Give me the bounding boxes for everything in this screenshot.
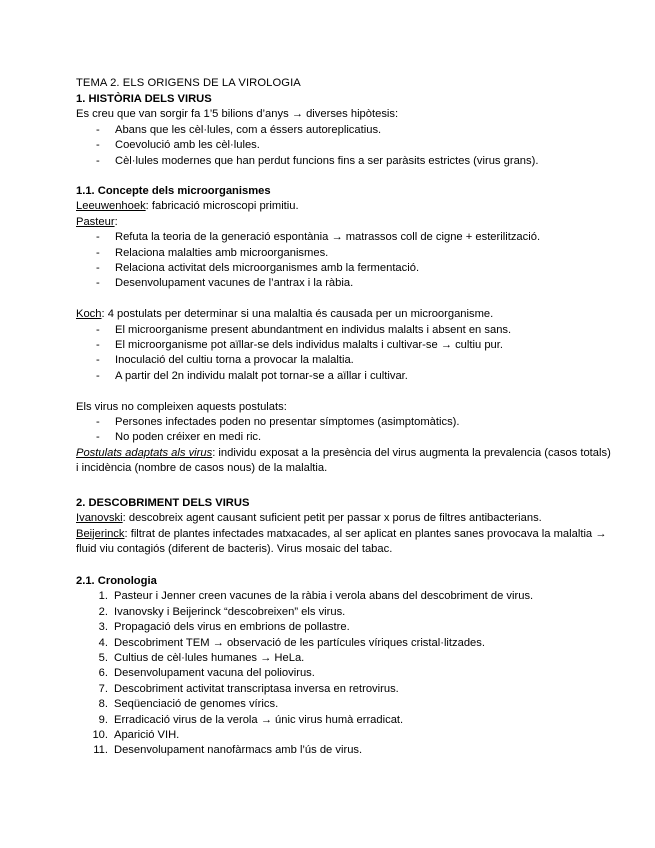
beijerinck-text: : filtrat de plantes infectades matxacades, al ser aplicat en plantes sanes provocava la malaltia → fluid viu contagiós (diferent de bacteris). Virus mosaic del tabac. (76, 527, 607, 556)
koch-label: Koch (76, 308, 102, 321)
list-item: 10. Aparició VIH. (92, 729, 180, 742)
list-item: 3. Propagació dels virus en embrions de pollastre. (98, 621, 350, 634)
list-item: 6. Desenvolupament vacuna del poliovirus. (98, 667, 315, 680)
list-item: - Persones infectades poden no presentar símptomes (asimptomàtics). (76, 415, 616, 430)
list-item: - A partir del 2n individu malalt pot tornar-se a aïllar i cultivar. (76, 369, 616, 384)
paragraph: Els virus no compleixen aquests postulats: (76, 400, 287, 413)
section-microorganisms (76, 184, 616, 477)
list-item: 8. Seqüenciació de genomes vírics. (98, 698, 279, 711)
paragraph (76, 511, 616, 526)
subsection-heading: 1.1. Concepte dels microorganismes (76, 185, 271, 197)
paragraph (76, 446, 616, 477)
pasteur-label: Pasteur (76, 215, 115, 228)
list-item: - Abans que les cèl·lules, com a éssers autoreplicatius. (76, 123, 616, 138)
list-item: - El microorganisme present abundantment en individus malalts i absent en sans. (76, 323, 616, 338)
bullet-list (76, 123, 616, 169)
koch-text: : 4 postulats per determinar si una malaltia és causada per un microorganisme. (101, 308, 494, 321)
paragraph (76, 215, 616, 230)
ivanovski-label: Ivanovski (76, 512, 123, 525)
numbered-list (76, 589, 616, 758)
list-item: 11. Desenvolupament nanofàrmacs amb l’ús de virus. (93, 744, 363, 757)
list-item: 9. Erradicació virus de la verola → únic virus humà erradicat. (98, 713, 404, 726)
section-heading: 2. DESCOBRIMENT DELS VIRUS (76, 497, 250, 509)
list-item: - Refuta la teoria de la generació espontània → matrassos coll de cigne + esterilització. (76, 230, 616, 245)
list-item: - Cèl·lules modernes que han perdut funcions fins a ser paràsits estrictes (virus grans). (76, 154, 616, 169)
list-item: 4. Descobriment TEM → observació de les partícules víriques cristal·litzades. (98, 636, 485, 649)
section-discovery (76, 496, 616, 558)
list-item: - No poden créixer en medi ric. (76, 430, 616, 445)
paragraph (76, 199, 616, 214)
adapted-postulates-label: Postulats adaptats als virus (76, 446, 213, 459)
bullet-list (76, 230, 616, 292)
list-item: - Relaciona activitat dels microorganismes amb la fermentació. (76, 261, 616, 276)
list-item: 1. Pasteur i Jenner creen vacunes de la ràbia i verola abans del descobriment de virus. (98, 590, 534, 603)
paragraph (76, 527, 616, 558)
section-chronology (76, 574, 616, 759)
beijerinck-label: Beijerinck (76, 527, 125, 540)
list-item: - Inoculació del cultiu torna a provocar la malaltia. (76, 353, 616, 368)
paragraph: Es creu que van sorgir fa 1’5 bilions d’anys → diverses hipòtesis: (76, 108, 399, 121)
paragraph (76, 307, 616, 322)
document-title: TEMA 2. ELS ORIGENS DE LA VIROLOGIA (76, 77, 301, 89)
ivanovski-text: : descobreix agent causant suficient petit per passar x porus de filtres antibacterians. (122, 512, 542, 525)
list-item: 7. Descobriment activitat transcriptasa inversa en retrovirus. (98, 682, 399, 695)
section-history (76, 92, 616, 169)
list-item: - Desenvolupament vacunes de l’antrax i la ràbia. (76, 276, 616, 291)
section-heading: 1. HISTÒRIA DELS VIRUS (76, 93, 212, 105)
list-item: 2. Ivanovsky i Beijerinck “descobreixen” els virus. (98, 605, 346, 618)
list-item: - Coevolució amb les cèl·lules. (76, 138, 616, 153)
list-item: - El microorganisme pot aïllar-se dels individus malalts i cultivar-se → cultiu pur. (76, 338, 616, 353)
bullet-list (76, 323, 616, 385)
adapted-postulates-text: : individu exposat a la presència del virus augmenta la prevalencia (casos totals) i incidència (nombre de casos nous) de la malaltia. (76, 446, 611, 475)
bullet-list (76, 415, 616, 446)
list-item: 5. Cultius de cèl·lules humanes → HeLa. (98, 652, 305, 665)
leeuwenhoek-label: Leeuwenhoek (76, 200, 146, 213)
subsection-heading: 2.1. Cronologia (76, 575, 157, 587)
list-item: - Relaciona malalties amb microorganismes. (76, 246, 616, 261)
leeuwenhoek-text: : fabricació microscopi primitiu. (145, 200, 299, 213)
pasteur-colon: : (114, 215, 118, 228)
